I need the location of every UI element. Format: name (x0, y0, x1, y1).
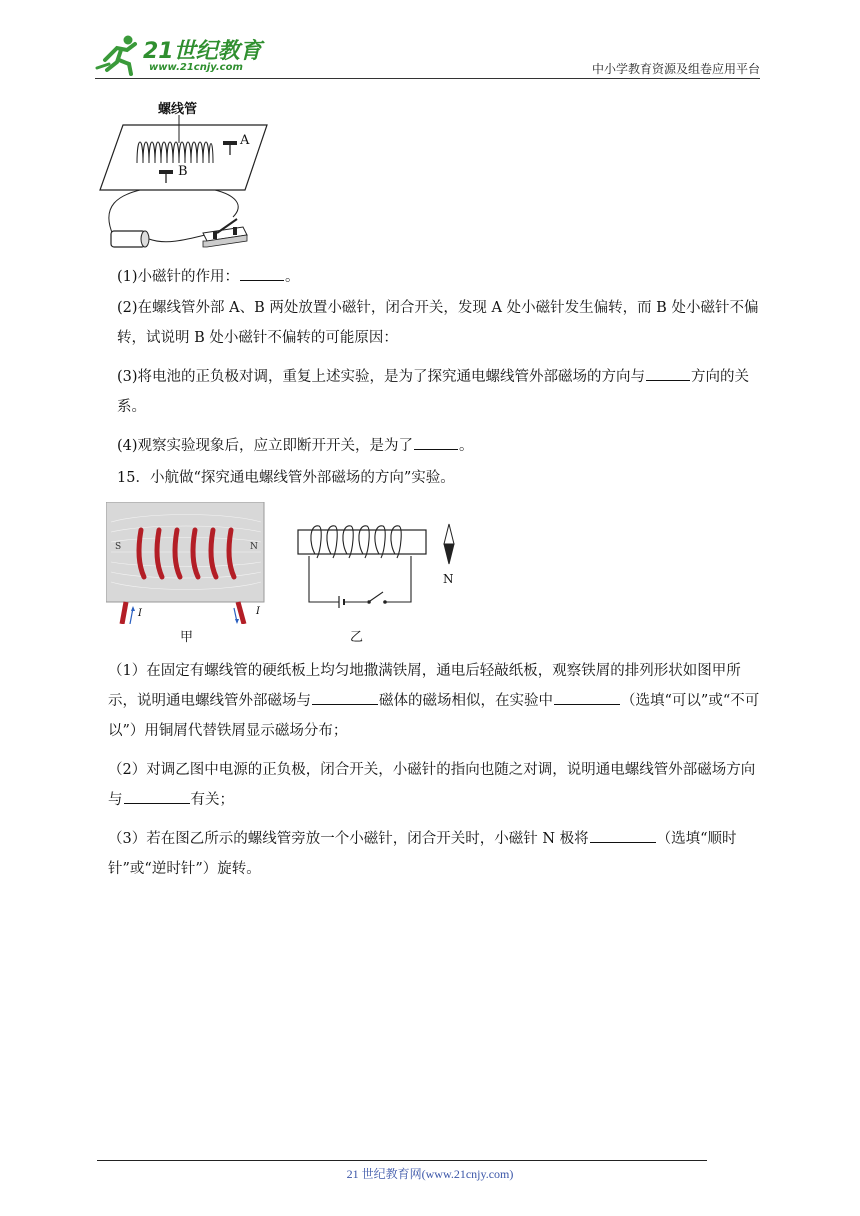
logo-main-text: 21世纪教育 (143, 39, 262, 64)
q14-part2 (117, 293, 762, 353)
q15-part1-text-b: 磁体的磁场相似，在实验中 (379, 693, 553, 709)
q14-part3 (117, 362, 762, 422)
q14-part1-text: (1)小磁针的作用： (117, 269, 240, 285)
q15-part2-end: 有关； (190, 792, 234, 808)
label-n-photo: N (250, 542, 258, 552)
figure-yi-circuit (295, 520, 465, 610)
answer-blank[interactable] (646, 366, 690, 381)
header-rule (95, 78, 760, 79)
label-current-left: I (138, 608, 142, 619)
answer-blank[interactable] (554, 690, 620, 705)
q15-part2-text: （2）对调乙图中电源的正负极，闭合开关，小磁针的指向也随之对调，说明通电螺线管外部磁场方向与 (108, 762, 756, 808)
site-logo (95, 30, 265, 78)
q15-part3-text: （3）若在图乙所示的螺线管旁放一个小磁针，闭合开关时，小磁针 N 极将 (108, 831, 589, 847)
q14-part1 (117, 262, 762, 292)
answer-blank[interactable] (124, 789, 190, 804)
label-solenoid: 螺线管 (158, 102, 198, 117)
q15-title (117, 463, 762, 493)
q14-part4 (117, 431, 762, 461)
q15-part3-end: （选填“顺时针”或“逆时针”）旋转。 (108, 831, 737, 877)
q15-part1 (108, 656, 762, 746)
q15-part1-text-c: （选填“可以”或“不可以”）用铜屑代替铁屑显示磁场分布； (108, 693, 760, 739)
q14-part4-text: (4)观察实验现象后，应立即断开开关，是为了 (117, 438, 414, 454)
q14-part1-end: 。 (285, 269, 300, 285)
label-n-compass: N (443, 572, 454, 586)
q14-part3-end: 方向的关系。 (117, 369, 750, 415)
figure-solenoid-setup (95, 95, 275, 255)
q14-part4-end: 。 (459, 438, 474, 454)
answer-blank[interactable] (590, 828, 656, 843)
figure-jia-photo (106, 502, 266, 624)
caption-yi: 乙 (350, 630, 364, 645)
page-footer: 21 世纪教育网(www.21cnjy.com) (346, 1167, 514, 1181)
answer-blank[interactable] (240, 266, 284, 281)
platform-name: 中小学教育资源及组卷应用平台 (591, 62, 760, 76)
footer-rule (97, 1160, 707, 1161)
label-b: B (178, 164, 188, 179)
label-a: A (240, 133, 250, 148)
q14-part3-text: (3)将电池的正负极对调，重复上述实验，是为了探究通电螺线管外部磁场的方向与 (117, 369, 646, 385)
q15-part2 (108, 755, 762, 815)
answer-blank[interactable] (312, 690, 378, 705)
q14-part2-text: (2)在螺线管外部 A、B 两处放置小磁针，闭合开关，发现 A 处小磁针发生偏转，而 B 处小磁针不偏转，试说明 B 处小磁针不偏转的可能原因： (117, 300, 759, 346)
label-current-right: I (256, 606, 260, 617)
logo-sub-text: www.21cnjy.com (149, 62, 243, 73)
q15-title-text: 15．小航做“探究通电螺线管外部磁场的方向”实验。 (117, 470, 455, 486)
q15-part1-text-a: （1）在固定有螺线管的硬纸板上均匀地撒满铁屑，通电后轻敲纸板，观察铁屑的排列形状如图甲所示，说明通电螺线管外部磁场与 (108, 663, 741, 709)
page-header (95, 30, 760, 80)
caption-jia: 甲 (180, 630, 194, 645)
answer-blank[interactable] (414, 435, 458, 450)
label-s: S (115, 542, 122, 552)
q15-part3 (108, 824, 762, 884)
